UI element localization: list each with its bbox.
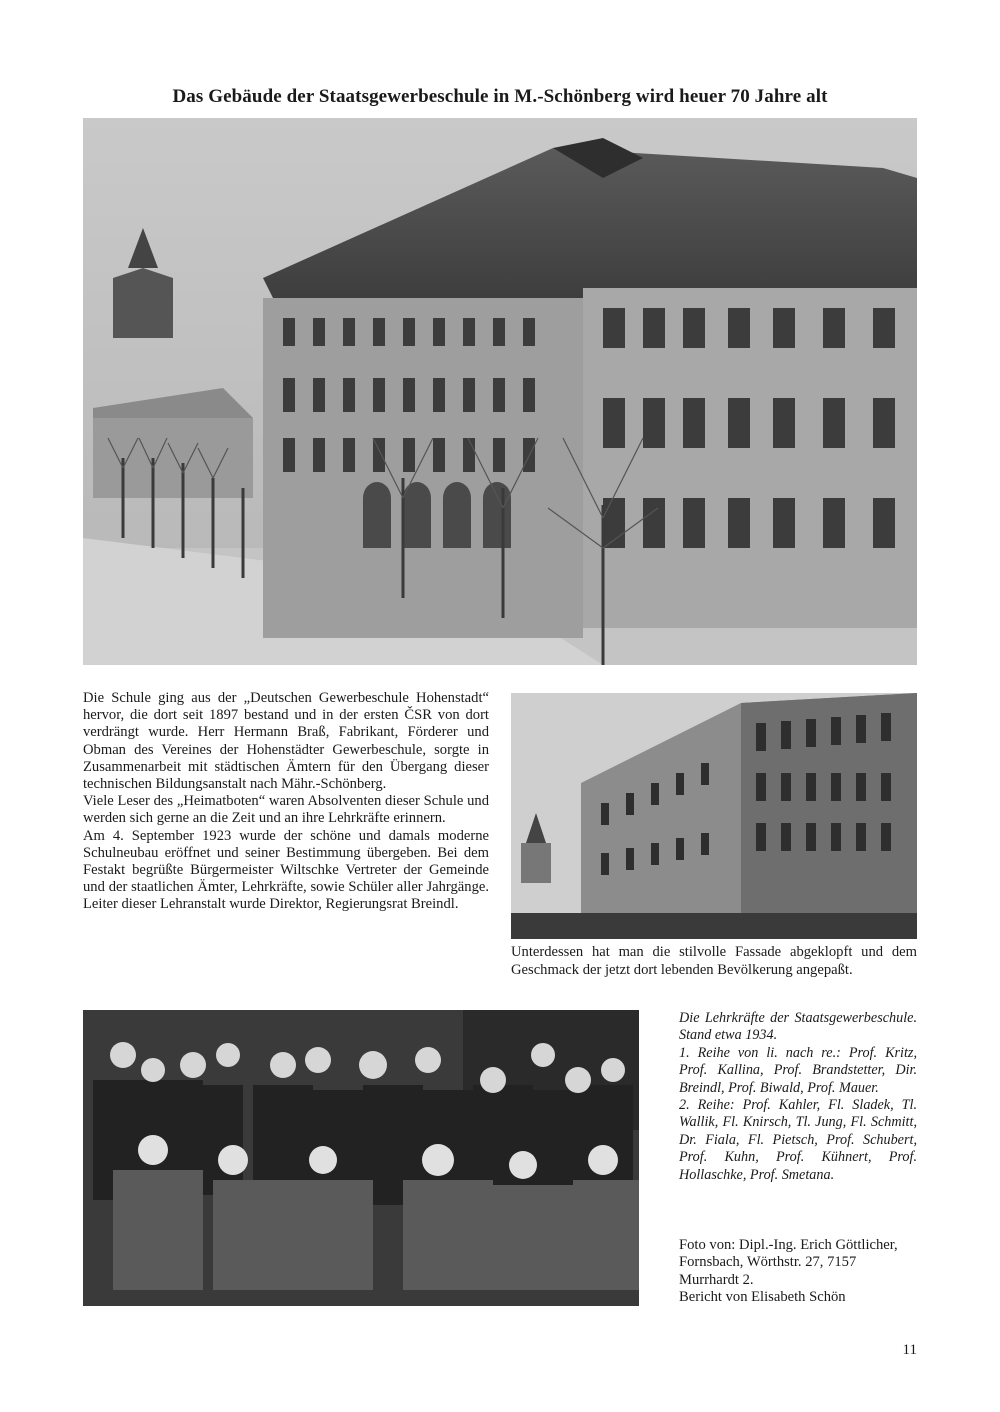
- facade-photo: [511, 693, 917, 939]
- report-credit: Bericht von Elisabeth Schön: [679, 1289, 846, 1306]
- article-paragraph-1: Die Schule ging aus der „Deutschen Gewerbeschule Hohenstadt“ hervor, die dort seit 1897 bestand und in der ersten ČSR von dort verdrängt wurde. Herr Hermann Braß, Fabrikant, Förderer und Obman des Vereines der Hohenstädter Gewerbeschule, sorgte in Zusammenarbeit mit städtischen Ämtern für den Übergang dieser technischen Bildungsanstalt nach Mähr.-Schönberg.: [83, 690, 489, 793]
- article-paragraph-3: Am 4. September 1923 wurde der schöne und damals moderne Schulneubau eröffnet und seiner Bestimmung übergeben. Bei dem Festakt begrüßte Bürgermeister Wiltschke Vertreter der Gemeinde und der staatlichen Ämter, Lehrkräfte, sowie Schüler aller Jahrgänge. Leiter dieser Lehranstalt wurde Direktor, Regierungsrat Breindl.: [83, 827, 489, 913]
- teachers-caption-row1: 1. Reihe von li. nach re.: Prof. Kritz, Prof. Kallina, Prof. Brandstetter, Dir. Breindl, Prof. Biwald, Prof. Mauer.: [679, 1044, 917, 1096]
- teachers-caption-intro: Die Lehrkräfte der Staatsgewerbeschule. Stand etwa 1934.: [679, 1010, 917, 1044]
- credits: [679, 1237, 917, 1307]
- photo-credit: Foto von: Dipl.-Ing. Erich Göttlicher, Fornsbach, Wörthstr. 27, 7157 Murrhardt 2.: [679, 1237, 898, 1288]
- teachers-caption: [679, 1010, 917, 1184]
- page-number: 11: [902, 1342, 917, 1358]
- teachers-photo: [83, 1010, 639, 1306]
- main-building-image: [83, 118, 917, 665]
- page-title: Das Gebäude der Staatsgewerbeschule in M.-Schönberg wird heuer 70 Jahre alt: [172, 86, 828, 107]
- facade-caption: Unterdessen hat man die stilvolle Fassade abgeklopft und dem Geschmack der jetzt dort lebenden Bevölkerung angepaßt.: [511, 944, 917, 978]
- teachers-caption-row2: 2. Reihe: Prof. Kahler, Fl. Sladek, Tl. Wallik, Fl. Knirsch, Tl. Jung, Fl. Schmitt, Dr. Fiala, Fl. Pietsch, Prof. Schubert, Prof. Kuhn, Prof. Kühnert, Prof. Hollaschke, Prof. Smetana.: [679, 1097, 917, 1183]
- article-body: [83, 690, 489, 914]
- article-paragraph-2: Viele Leser des „Heimatboten“ waren Absolventen dieser Schule und werden sich gerne an die Zeit und an ihre Lehrkräfte erinnern.: [83, 793, 489, 827]
- facade-image: [511, 693, 917, 939]
- main-building-photo: [83, 118, 917, 665]
- teachers-image: [83, 1010, 639, 1306]
